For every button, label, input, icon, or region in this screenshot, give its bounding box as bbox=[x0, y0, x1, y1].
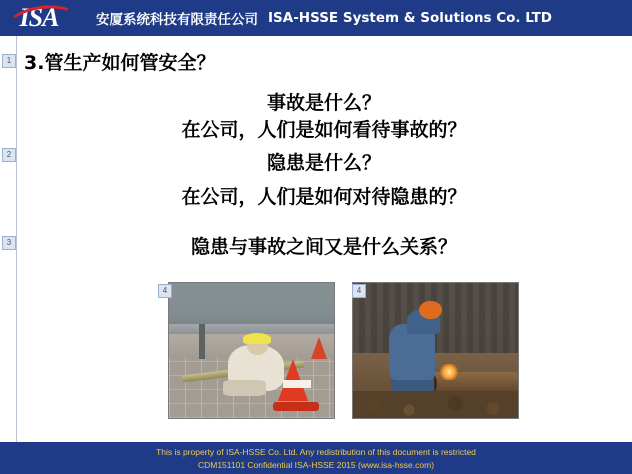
header-title-en: ISA-HSSE System & Solutions Co. LTD bbox=[268, 10, 552, 26]
footer-line-1: This is property of ISA-HSSE Co. Ltd. Any redistribution of this document is restricted bbox=[156, 447, 476, 457]
annotation-marker-4-left[interactable]: 4 bbox=[158, 284, 172, 298]
photo-left-wall bbox=[169, 283, 334, 324]
photo-left-cone-base bbox=[273, 402, 319, 411]
photo-left-post bbox=[199, 324, 206, 359]
photo-left-content bbox=[169, 283, 334, 418]
question-line-5: 隐患与事故之间又是什么关系？ bbox=[190, 236, 457, 258]
question-line-3: 隐患是什么？ bbox=[266, 152, 381, 174]
photo-left-worker-hat bbox=[243, 333, 271, 344]
annotation-marker-2[interactable]: 2 bbox=[2, 148, 16, 162]
question-line-2: 在公司，人们是如何看待事故的？ bbox=[181, 119, 467, 141]
photo-left-worker-leg bbox=[223, 380, 266, 396]
photo-right-spark bbox=[439, 364, 459, 380]
annotation-marker-4-right[interactable]: 4 bbox=[352, 284, 366, 298]
slide-header bbox=[0, 0, 632, 36]
annotation-marker-1[interactable]: 1 bbox=[2, 54, 16, 68]
left-rail bbox=[0, 36, 17, 442]
footer-line-2: CDM151101 Confidential ISA-HSSE 2015 (www.isa-hsse.com) bbox=[197, 460, 435, 470]
logo-text: ISA bbox=[19, 3, 59, 32]
question-line-1: 事故是什么？ bbox=[266, 92, 381, 114]
section-heading: 3.管生产如何管安全？ bbox=[24, 52, 216, 74]
header-title-cn: 安厦系统科技有限责任公司 bbox=[96, 12, 258, 28]
photo-worker-pipe bbox=[352, 282, 519, 419]
photo-right-content bbox=[353, 283, 518, 418]
photo-worker-pavement bbox=[168, 282, 335, 419]
annotation-marker-3[interactable]: 3 bbox=[2, 236, 16, 250]
photo-left-cone-band bbox=[283, 380, 311, 388]
photo-left-traffic-cone-2 bbox=[311, 337, 327, 359]
slide-footer bbox=[0, 442, 632, 474]
isa-logo bbox=[0, 0, 78, 36]
question-line-4: 在公司，人们是如何对待隐患的？ bbox=[181, 186, 467, 208]
photo-right-rubble bbox=[353, 391, 518, 418]
